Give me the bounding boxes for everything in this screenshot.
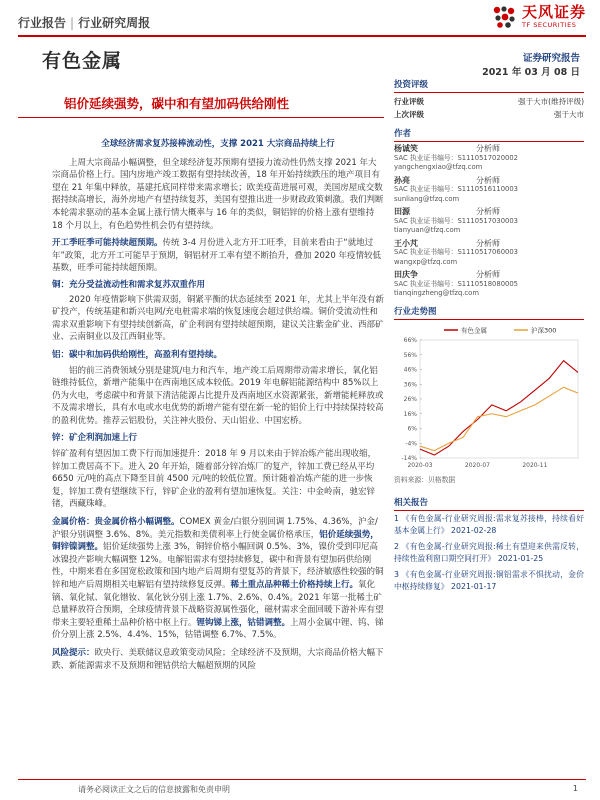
authors-section: [394, 127, 584, 299]
author-license: SAC 执业证书编号：S1110516110003: [394, 185, 518, 193]
author-name: 田庆争: [394, 270, 418, 279]
related-reports: [394, 496, 584, 593]
y-tick-label: 26%: [403, 395, 417, 403]
x-tick-label: 2020-03: [407, 461, 433, 469]
body-summary-title: 全球经济需求复苏接棒流动性，支撑 2021 大宗商品持续上行: [101, 139, 335, 149]
paragraph-lead: 开工季旺季可能持续超预期。: [52, 238, 163, 249]
author-role: 分析师: [476, 238, 500, 248]
y-tick-label: -4%: [405, 439, 417, 447]
rating-key: 上次评级: [394, 110, 424, 119]
logo-english-text: TF SECURITIES: [521, 21, 577, 30]
paragraph-text: COMEX 黄金/白银分别回调 1.75%、4.36%，沪金/沪银分别调整 3.6%、8%。美元指数和美债利率上行使金属价格承压，: [52, 517, 378, 540]
authors-section-title: 作者: [394, 127, 584, 142]
body-paragraph: 铝的前三消费领域分别是建筑/电力和汽车，地产竣工后周期带动需求增长，氧化铝链维持低位，新增产能集中在西南地区成本较低。2019 年电解铝能源结构中 85%以上仍为火电，考虑碳中和背景下清洁能源占比提升及西南地区水资源紧张，新增能耗释放或不及需求增长，具有水电或水电优势的新增产能有望在新一轮的铝价上行中持续保持较高的盈利优势。推荐云铝股份，关注神火股份、天山铝业、中国宏桥。: [52, 365, 384, 426]
tag-separator: |: [70, 16, 75, 30]
author-license: SAC 执业证书编号：S1110517030003: [394, 216, 518, 225]
footer-divider: [18, 779, 586, 780]
chart-section-title: 行业走势图: [394, 305, 584, 320]
report-type: 证券研究报告: [522, 53, 580, 64]
rating-section-title: 投资评级: [394, 78, 584, 93]
author-email[interactable]: sunliang@tfzq.com: [394, 194, 460, 203]
author-name: 田源: [394, 207, 410, 216]
series-line: [420, 360, 578, 454]
body-paragraph-prices: [52, 516, 384, 642]
section-heading-copper: 铜：充分受益流动性和需求复苏双重作用: [52, 279, 206, 290]
rating-row: [394, 108, 584, 121]
author-card: [394, 270, 584, 299]
paragraph-text: 铝价延续强势上涨 3%，铜锌价格小幅回调 0.5%、3%，镍价受到印尼高冰镍投产影响大幅调整 12%。电解铝需求有望持续修复，碳中和背景有望加码供给刚性，中期来看在多国宽松政策和国内地产后周期有望复苏的背景下，经济敏感性较强的铜锌和地产后周期相关电解铝有望持续修复反弹。: [52, 542, 384, 590]
author-name: 孙亮: [394, 175, 410, 185]
paragraph-lead: 铝价延续强势，铜锌镍调整。: [52, 529, 379, 553]
body-paragraph: 上周大宗商品小幅调整，但全球经济复苏预期有望接力流动性仍然支撑 2021 年大宗商品价格上行。国内房地产竣工数据有望持续改善，18 年开始持续跌压的地产项目有望在 21 年集中释放，基建托底同样带来需求增长；欧美疫苗进展可观，美国房屋成交数据持续高增长，海外房地产有望持续复苏，美国有望推出进一步财政政策刺激。我们判断本轮需求驱动的基本金属上涨行情大概率与 16 年的类似，铜铝锌的价格上涨有望维持 18 个月以上，有色趋势性机会仍有望持续。: [52, 157, 384, 231]
y-tick-label: 66%: [403, 336, 417, 344]
main-body: [52, 138, 384, 672]
headline-divider: [18, 117, 384, 118]
rating-value: 强于大市: [554, 110, 584, 119]
paragraph-lead: 锂钩锑上涨，钴错调整。: [196, 617, 291, 628]
plot-area: [420, 340, 578, 458]
report-subtag: 行业研究周报: [78, 16, 151, 30]
y-tick-label: 36%: [403, 380, 417, 388]
author-email[interactable]: yangchengxiao@tfzq.com: [394, 163, 483, 171]
paragraph-text: 上周小金属中锂、钨、锑价分别上涨 2.5%、4.4%、15%，钴错调整 6.7%、7.5%。: [52, 617, 384, 641]
author-email[interactable]: tianyuan@tfzq.com: [394, 226, 461, 234]
risk-warning: [52, 647, 384, 672]
page-number: 1: [572, 784, 578, 793]
chart-source: 资料来源：贝格数据: [394, 475, 456, 484]
y-tick-label: -14%: [401, 454, 417, 462]
author-role: 分析师: [476, 207, 500, 216]
industry-title: 有色金属: [42, 50, 123, 72]
author-role: 分析师: [476, 270, 500, 279]
paragraph-text: 传统 3-4 月份进入北方开工旺季，目前来看由于“就地过年”政策，北方开工可能早于预期，铜铝材开工率有望不断抬升，叠加 2020 年疫情较低基数，旺季可能持续超预期。: [52, 238, 381, 274]
rating-key: 行业评级: [394, 97, 424, 106]
series-line: [420, 387, 578, 450]
section-heading-zinc: 锌：矿企利润加速上行: [52, 433, 138, 444]
author-card: [394, 239, 584, 268]
x-tick-label: 2020-11: [522, 461, 548, 469]
report-date: 2021 年 03 月 08 日: [482, 67, 580, 78]
author-license: SAC 执业证书编号：S1110518080005: [394, 279, 518, 288]
header-divider: [18, 35, 586, 37]
report-category: [18, 14, 150, 31]
author-name: 王小芃: [394, 238, 418, 248]
report-headline: 铝价延续强势，碳中和有望加码供给刚性: [64, 96, 290, 111]
author-license: SAC 执业证书编号：S1110517060003: [394, 248, 518, 256]
related-report-link[interactable]: 1 《有色金属-行业研究周报:需求复苏接棒，持续看好基本金属上行》 2021-02-28: [394, 513, 584, 535]
rating-row: [394, 95, 584, 108]
body-paragraph: 2020 年疫情影响下供需双弱，铜紧平衡的状态延续至 2021 年，尤其上半年没有新矿投产，传统基建和新兴电网/充电桩需求端的恢复速度会超过供给端。铜价受流动性和需求双重影响下有望持续创新高，矿企利润有望持续超预期，建议关注紫金矿业、西部矿业、云南铜业以及江西铜业等。: [52, 294, 384, 343]
x-tick-label: 2020-07: [464, 461, 490, 469]
author-card: [394, 144, 584, 173]
paragraph-lead: 稀土重点品种稀土价格持续上行。: [230, 580, 359, 590]
author-email[interactable]: wangxp@tfzq.com: [394, 257, 458, 266]
related-section-title: 相关报告: [394, 496, 584, 511]
legend-label: 有色金属: [461, 326, 487, 334]
body-paragraph: 锌矿盈利有望因加工费下行而加速提升：2018 年 9 月以来由于锌冶炼产能出现收缩，锌加工费居高不下。进入 20 年开始，随着部分锌冶炼厂的复产，锌加工费已经从平均 6650 元/吨的高点下降至目前 4500 元/吨的较低位置。预计随着冶炼产能的进一步恢复，锌加工费有望继续下行，锌矿企业的盈利有望加速恢复。关注：中金岭南，驰宏锌锗，西藏珠峰。: [52, 449, 377, 510]
author-email[interactable]: tianqingzheng@tfzq.com: [394, 289, 479, 297]
logo-chinese-text: 天风证券: [521, 3, 586, 22]
related-report-link[interactable]: 3 《有色金属-行业研究周报:铜铝需求不惧扰动，金价中枢持续修复》 2021-01-17: [394, 569, 584, 591]
related-report-link[interactable]: 2 《有色金属-行业研究周报:稀土有望迎来供需反转，持续性盈利窗口期空间打开》 2021-01-25: [394, 541, 584, 563]
paragraph-lead: 金属价格：贵金属价格小幅调整。: [52, 517, 180, 528]
author-role: 分析师: [476, 144, 500, 153]
company-logo: [491, 4, 586, 30]
author-name: 杨诚笑: [394, 144, 418, 153]
author-license: SAC 执业证书编号：S1110517020002: [394, 153, 518, 162]
legend-label: 沪深300: [531, 326, 557, 334]
y-tick-label: 16%: [403, 410, 417, 418]
y-tick-label: 46%: [403, 366, 417, 373]
tf-logo-icon: [491, 4, 517, 30]
author-card: [394, 207, 584, 236]
author-role: 分析师: [476, 175, 500, 185]
section-heading-aluminum: 铝：碳中和加码供给刚性，高盈利有望持续。: [52, 349, 223, 360]
y-tick-label: 6%: [407, 425, 417, 432]
industry-trend-chart: [394, 305, 584, 484]
risk-label: 风险提示：: [52, 647, 95, 658]
body-paragraph: [52, 237, 384, 275]
author-card: [394, 176, 584, 205]
footer-disclaimer: 请务必阅读正文之后的信息披露和免责申明: [78, 785, 230, 794]
trend-chart-svg: [394, 322, 584, 472]
rating-value: 强于大市(维持评级): [518, 97, 584, 106]
y-tick-label: 56%: [403, 351, 417, 359]
report-tag: 行业报告: [18, 16, 67, 30]
paragraph-text: 氧化镝、氧化铽、氧化镨钕、氧化钬分别上涨 1.7%、2.6%、0.4%。2021 年第一批稀土矿总量释放符合预期，全球疫情背景下战略资源属性强化，磁材需求全面回暖下游补库有望带来主要轻重稀土品种价格中枢上行。: [52, 580, 384, 628]
risk-text: 欧央行、美联储议息政策变动风险；全球经济不及预期，大宗商品价格大幅下跌、新能源需求不及预期和锂钴供给大幅超预期的风险: [52, 647, 384, 671]
sidebar: [394, 78, 584, 597]
